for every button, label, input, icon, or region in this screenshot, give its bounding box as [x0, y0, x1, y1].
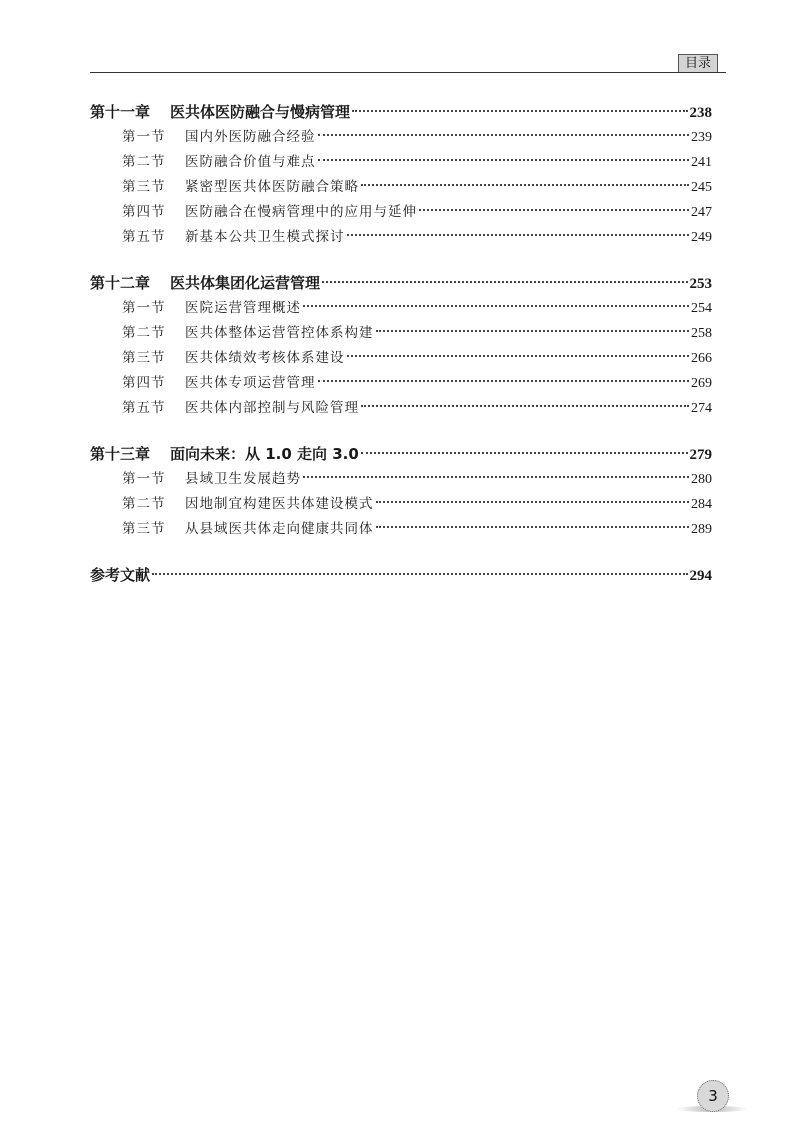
section-page: 249 — [691, 230, 712, 245]
section-number: 第二节 — [122, 154, 166, 170]
dot-leader — [152, 573, 687, 575]
dot-leader — [376, 330, 690, 332]
section-number: 第四节 — [122, 204, 166, 220]
section-page: 241 — [691, 155, 712, 170]
dot-leader — [318, 134, 690, 136]
dot-leader — [419, 209, 689, 211]
section-number: 第一节 — [122, 300, 166, 316]
dot-leader — [376, 501, 690, 503]
toc-section-entry[interactable] — [90, 492, 712, 517]
dot-leader — [347, 355, 690, 357]
toc-references-entry[interactable] — [90, 563, 712, 588]
toc-section-entry[interactable] — [90, 150, 712, 175]
section-title: 因地制宜构建医共体建设模式 — [185, 496, 374, 512]
references-block — [90, 563, 712, 588]
section-page: 254 — [691, 301, 712, 316]
dot-leader — [376, 526, 690, 528]
section-page: 269 — [691, 376, 712, 391]
section-page: 280 — [691, 472, 712, 487]
toc-chapter-entry[interactable] — [90, 100, 712, 125]
references-page: 294 — [689, 568, 712, 584]
chapter-page: 238 — [689, 105, 712, 121]
section-title: 医共体内部控制与风险管理 — [185, 400, 359, 416]
section-title: 医院运营管理概述 — [185, 300, 301, 316]
dot-leader — [318, 159, 690, 161]
toc-section-entry[interactable] — [90, 175, 712, 200]
section-number: 第二节 — [122, 325, 166, 341]
section-page: 258 — [691, 326, 712, 341]
section-page: 284 — [691, 497, 712, 512]
page-number-badge: 3 — [697, 1080, 729, 1112]
toc-section-entry[interactable] — [90, 321, 712, 346]
dot-leader — [318, 380, 690, 382]
section-number: 第三节 — [122, 179, 166, 195]
section-page: 289 — [691, 522, 712, 537]
section-title: 从县域医共体走向健康共同体 — [185, 521, 374, 537]
chapter-number: 第十二章 — [90, 274, 151, 292]
chapter-block — [90, 100, 712, 250]
section-title: 医共体绩效考核体系建设 — [185, 350, 345, 366]
section-page: 239 — [691, 130, 712, 145]
section-number: 第三节 — [122, 521, 166, 537]
header-rule — [90, 72, 726, 73]
references-title: 参考文献 — [90, 566, 151, 584]
toc-section-entry[interactable] — [90, 346, 712, 371]
toc-section-entry[interactable] — [90, 225, 712, 250]
toc-chapter-entry[interactable] — [90, 271, 712, 296]
section-number: 第二节 — [122, 496, 166, 512]
dot-leader — [361, 452, 688, 454]
toc-section-entry[interactable] — [90, 467, 712, 492]
section-number: 第五节 — [122, 229, 166, 245]
chapter-block — [90, 271, 712, 421]
section-title: 县域卫生发展趋势 — [185, 471, 301, 487]
dot-leader — [322, 281, 687, 283]
header-section-tag: 目录 — [678, 54, 718, 73]
section-title: 医共体专项运营管理 — [185, 375, 316, 391]
dot-leader — [361, 405, 689, 407]
dot-leader — [347, 234, 690, 236]
chapter-number: 第十三章 — [90, 445, 151, 463]
section-number: 第一节 — [122, 471, 166, 487]
section-title: 医共体整体运营管控体系构建 — [185, 325, 374, 341]
section-title: 紧密型医共体医防融合策略 — [185, 179, 359, 195]
section-number: 第三节 — [122, 350, 166, 366]
toc-section-entry[interactable] — [90, 125, 712, 150]
section-page: 266 — [691, 351, 712, 366]
dot-leader — [352, 110, 687, 112]
section-page: 245 — [691, 180, 712, 195]
chapter-title: 面向未来：从 1.0 走向 3.0 — [170, 445, 359, 463]
dot-leader — [303, 305, 689, 307]
chapter-title: 医共体集团化运营管理 — [170, 274, 321, 292]
chapter-block — [90, 442, 712, 542]
section-title: 医防融合在慢病管理中的应用与延伸 — [185, 204, 417, 220]
section-title: 国内外医防融合经验 — [185, 129, 316, 145]
toc-section-entry[interactable] — [90, 200, 712, 225]
toc-section-entry[interactable] — [90, 371, 712, 396]
toc-chapter-entry[interactable] — [90, 442, 712, 467]
chapter-number: 第十一章 — [90, 103, 151, 121]
section-number: 第一节 — [122, 129, 166, 145]
dot-leader — [303, 476, 689, 478]
chapter-page: 253 — [689, 276, 712, 292]
chapter-title: 医共体医防融合与慢病管理 — [170, 103, 351, 121]
toc-section-entry[interactable] — [90, 396, 712, 421]
table-of-contents — [90, 100, 712, 609]
dot-leader — [361, 184, 689, 186]
section-page: 274 — [691, 401, 712, 416]
section-title: 医防融合价值与难点 — [185, 154, 316, 170]
toc-section-entry[interactable] — [90, 517, 712, 542]
section-title: 新基本公共卫生模式探讨 — [185, 229, 345, 245]
toc-section-entry[interactable] — [90, 296, 712, 321]
chapter-page: 279 — [689, 447, 712, 463]
section-number: 第五节 — [122, 400, 166, 416]
section-page: 247 — [691, 205, 712, 220]
section-number: 第四节 — [122, 375, 166, 391]
